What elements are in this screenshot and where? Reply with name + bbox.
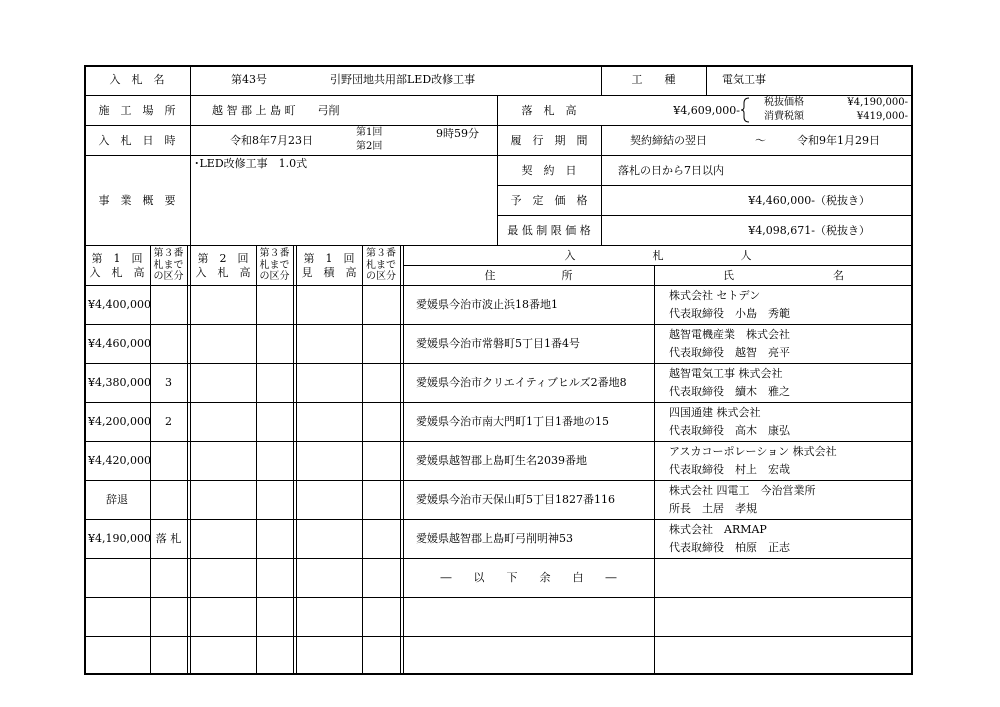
brace-icon [740,97,750,123]
col-third-rank-2-line1: 第３番 [259,248,290,259]
bidder-address: 愛媛県今治市クリエイティブヒルズ2番地8 [416,376,627,389]
col-name: 氏 名 [723,269,844,282]
col-third-rank-1-line1: 第３番 [153,248,184,259]
rule [84,363,913,364]
bid-time: 9時59分 [436,127,479,140]
col-third-rank-2-line3: の区分 [259,271,290,282]
footer-note: ― 以 下 余 白 ― [440,571,617,584]
bidder-address: 愛媛県今治市南大門町1丁目1番地の15 [416,415,609,428]
site-value: 越 智 郡 上 島 町 弓削 [212,104,340,117]
bid-name-label: 入 札 名 [109,73,165,86]
rule [84,402,913,403]
min-price-label: 最 低 制 限 価 格 [507,224,591,237]
bid1-amount: ¥4,380,000 [88,376,151,389]
rule [84,519,913,520]
col-round1-bid-line2: 入 札 高 [89,265,145,279]
round-2: 第2回 [356,141,383,152]
col-estimate-line2: 見 積 高 [301,265,357,279]
rule [362,245,363,675]
period-label: 履 行 期 間 [510,134,588,147]
col-estimate [296,252,362,280]
col-address: 住 所 [484,269,573,282]
bidder-company: 株式会社 ARMAP [669,523,767,536]
bidder-representative: 代表取締役 村上 宏哉 [669,463,790,476]
planned-price-value: ¥4,460,000-（税抜き） [748,194,870,207]
period-separator: ～ [755,134,766,147]
work-type-label: 工 種 [631,73,676,86]
tax-label: 消費税額 [764,111,804,122]
site-label: 施 工 場 所 [98,104,176,117]
col-third-rank-3 [362,248,400,283]
rule [84,245,913,246]
bidder-representative: 代表取締役 高木 康弘 [669,424,790,437]
col-third-rank-1-line2: 札まで [153,259,184,271]
round-1: 第1回 [356,127,383,138]
col-third-rank-3-line1: 第３番 [366,248,396,259]
rule [84,285,913,286]
bid1-amount: ¥4,460,000 [88,337,151,350]
rule [84,324,913,325]
col-round2-bid-line2: 入 札 高 [195,265,251,279]
rule [84,125,913,126]
bid1-amount: ¥4,400,000 [88,298,151,311]
rule [256,245,257,675]
col-third-rank-1-line3: の区分 [153,271,184,282]
col-bidder: 入 札 人 [564,249,752,262]
bidder-representative: 代表取締役 越智 亮平 [669,346,790,359]
award-amount-value: ¥4,609,000- [673,104,740,117]
rule [84,558,913,559]
bidder-representative: 代表取締役 續木 雅之 [669,385,790,398]
pretax-value: ¥4,190,000- [847,97,908,108]
work-type-value: 電気工事 [722,73,766,86]
rule [400,245,401,675]
rank-value: 2 [165,415,172,428]
bid-date-label: 入 札 日 時 [98,134,176,147]
bid-date-value: 令和8年7月23日 [230,134,313,147]
bid1-amount: ¥4,190,000 [88,532,151,545]
planned-price-label: 予 定 価 格 [510,194,588,207]
rule [654,265,655,675]
bidder-representative: 代表取締役 小島 秀範 [669,307,790,320]
rule [190,245,191,675]
rank-value: 落 札 [155,532,182,545]
rule [84,597,913,598]
col-third-rank-3-line3: の区分 [366,271,396,282]
bidder-address: 愛媛県今治市波止浜18番地1 [416,298,558,311]
col-round1-bid [84,252,150,280]
bidder-company: 四国通建 株式会社 [669,406,761,419]
bidder-address: 愛媛県越智郡上島町生名2039番地 [416,454,587,467]
rule [497,185,913,186]
col-third-rank-2-line2: 札まで [259,259,290,271]
rule [706,65,707,95]
rule [403,265,913,266]
bidder-company: 株式会社 セトデン [669,289,761,302]
rule [190,65,191,245]
summary-text: ･LED改修工事 1.0式 [194,157,308,170]
rule [293,245,294,675]
bid1-amount: ¥4,200,000 [88,415,151,428]
rule [296,245,297,675]
bidder-company: アスカコーポレーション 株式会社 [669,445,837,458]
rule [84,155,913,156]
rule [601,125,602,245]
min-price-value: ¥4,098,671-（税抜き） [748,224,870,237]
col-round2-bid-line1: 第 2 回 [197,252,249,265]
rank-value: 3 [165,376,172,389]
bidder-company: 株式会社 四電工 今治営業所 [669,484,816,497]
rule [84,441,913,442]
rule [84,95,913,96]
bidder-company: 越智電気工事 株式会社 [669,367,783,380]
summary-label: 事 業 概 要 [98,194,176,207]
bidder-representative: 所長 土居 孝規 [669,502,757,515]
bid-number: 第43号 [231,73,267,86]
bidder-company: 越智電機産業 株式会社 [669,328,790,341]
bid-title: 引野団地共用部LED改修工事 [330,73,476,86]
col-estimate-line1: 第 1 回 [303,252,355,265]
bid1-amount: 辞退 [106,493,128,506]
col-round1-bid-line1: 第 1 回 [91,252,143,265]
award-amount-label: 落 札 高 [521,104,577,117]
tax-value: ¥419,000- [856,111,908,122]
contract-date-label: 契 約 日 [521,164,577,177]
bid1-amount: ¥4,420,000 [88,454,151,467]
pretax-label: 税抜価格 [764,97,804,108]
rule [497,215,913,216]
bidder-address: 愛媛県今治市天保山町5丁目1827番116 [416,493,615,506]
bidder-address: 愛媛県越智郡上島町弓削明神53 [416,532,573,545]
rule [187,245,188,675]
bidder-address: 愛媛県今治市常磐町5丁目1番4号 [416,337,580,350]
period-start: 契約締結の翌日 [630,134,707,147]
col-third-rank-2 [256,248,293,283]
contract-date-value: 落札の日から7日以内 [618,164,724,177]
rule [84,480,913,481]
rule [84,636,913,637]
col-third-rank-3-line2: 札まで [366,259,396,271]
period-end: 令和9年1月29日 [797,134,880,147]
col-third-rank-1 [150,248,187,283]
rule [403,245,404,675]
col-round2-bid [190,252,256,280]
bidder-representative: 代表取締役 柏原 正志 [669,541,790,554]
